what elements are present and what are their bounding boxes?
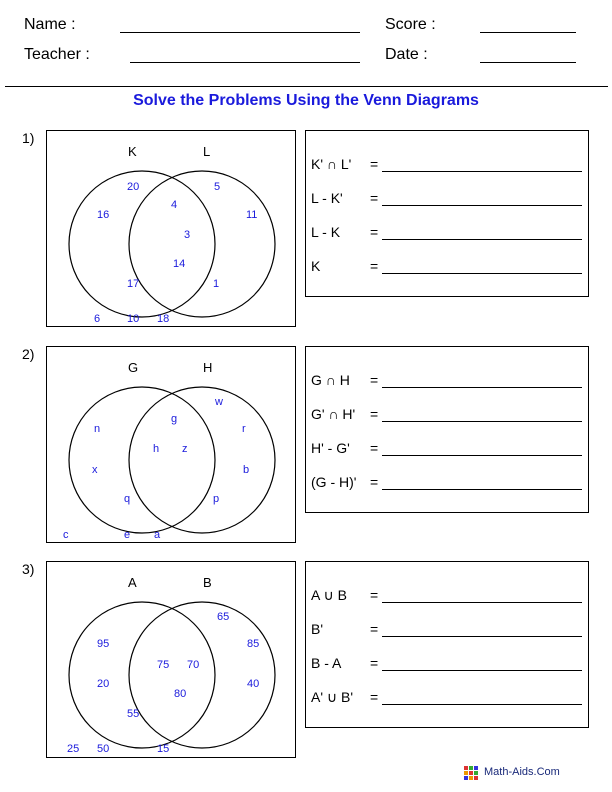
problem-number: 3) (22, 561, 35, 577)
answer-line[interactable] (382, 489, 582, 490)
equals-sign: = (370, 655, 379, 671)
set-expression: A' ∪ B' (311, 689, 354, 705)
answer-box-3 (305, 561, 589, 728)
venn-circles (47, 131, 295, 326)
set-expression: K' ∩ L' (311, 156, 352, 172)
date-label: Date : (385, 46, 428, 63)
equals-sign: = (370, 621, 379, 637)
question-row (306, 190, 588, 210)
set-expression: L - K (311, 224, 341, 240)
set-expression: L - K' (311, 190, 343, 206)
left-set-label: A (128, 575, 137, 590)
set-element-left-only: 20 (97, 678, 110, 690)
set-element-left-only: 17 (127, 278, 140, 290)
venn-diagram-3 (46, 561, 296, 758)
equals-sign: = (370, 440, 379, 456)
name-field-line[interactable] (120, 32, 360, 33)
set-element-outside: c (63, 529, 69, 541)
left-set-label: G (128, 360, 139, 375)
answer-line[interactable] (382, 602, 582, 603)
set-element-left-only: q (124, 493, 131, 505)
set-element-both: 70 (187, 659, 200, 671)
set-element-both: 75 (157, 659, 170, 671)
equals-sign: = (370, 258, 379, 274)
right-set-label: L (203, 144, 211, 159)
set-expression: B' (311, 621, 324, 637)
question-row (306, 655, 588, 675)
question-row (306, 587, 588, 607)
set-element-left-only: x (92, 464, 98, 476)
answer-box-1 (305, 130, 589, 297)
question-row (306, 621, 588, 641)
answer-line[interactable] (382, 455, 582, 456)
set-element-right-only: 5 (214, 181, 221, 193)
set-expression: G' ∩ H' (311, 406, 356, 422)
equals-sign: = (370, 474, 379, 490)
left-set-label: K (128, 144, 137, 159)
worksheet-title: Solve the Problems Using the Venn Diagrams (133, 92, 479, 109)
set-element-both: h (153, 443, 160, 455)
set-element-both: z (182, 443, 188, 455)
set-expression: A ∪ B (311, 587, 347, 603)
set-element-both: 3 (184, 229, 191, 241)
set-expression: (G - H)' (311, 474, 357, 490)
venn-circles (47, 562, 295, 757)
answer-line[interactable] (382, 421, 582, 422)
set-element-outside: 18 (157, 313, 170, 325)
equals-sign: = (370, 224, 379, 240)
set-element-right-only: 85 (247, 638, 260, 650)
answer-line[interactable] (382, 205, 582, 206)
question-row (306, 440, 588, 460)
question-row (306, 156, 588, 176)
teacher-label: Teacher : (24, 46, 90, 63)
set-element-left-only: 95 (97, 638, 110, 650)
set-element-outside: 10 (127, 313, 140, 325)
venn-diagram-2 (46, 346, 296, 543)
question-row (306, 224, 588, 244)
left-set-circle (69, 602, 215, 748)
question-row (306, 689, 588, 709)
header-divider (5, 86, 608, 87)
equals-sign: = (370, 587, 379, 603)
teacher-field-line[interactable] (130, 62, 360, 63)
set-element-both: 14 (173, 258, 186, 270)
equals-sign: = (370, 190, 379, 206)
set-element-right-only: w (215, 396, 223, 408)
right-set-label: H (203, 360, 213, 375)
question-row (306, 372, 588, 392)
score-field-line[interactable] (480, 32, 576, 33)
question-row (306, 406, 588, 426)
right-set-circle (129, 387, 275, 533)
question-row (306, 258, 588, 278)
set-element-right-only: r (242, 423, 246, 435)
set-element-left-only: n (94, 423, 101, 435)
set-element-right-only: b (243, 464, 250, 476)
venn-circles (47, 347, 295, 542)
right-set-circle (129, 602, 275, 748)
set-element-right-only: 40 (247, 678, 260, 690)
set-expression: K (311, 258, 321, 274)
set-element-outside: 15 (157, 743, 170, 755)
set-element-outside: e (124, 529, 131, 541)
answer-box-2 (305, 346, 589, 513)
left-set-circle (69, 387, 215, 533)
answer-line[interactable] (382, 704, 582, 705)
equals-sign: = (370, 372, 379, 388)
answer-line[interactable] (382, 636, 582, 637)
set-element-both: 4 (171, 199, 178, 211)
question-row (306, 474, 588, 494)
answer-line[interactable] (382, 670, 582, 671)
problem-number: 2) (22, 346, 35, 362)
answer-line[interactable] (382, 171, 582, 172)
set-element-right-only: 11 (246, 209, 258, 221)
answer-line[interactable] (382, 239, 582, 240)
right-set-circle (129, 171, 275, 317)
date-field-line[interactable] (480, 62, 576, 63)
equals-sign: = (370, 156, 379, 172)
set-expression: B - A (311, 655, 342, 671)
set-element-outside: a (154, 529, 161, 541)
answer-line[interactable] (382, 273, 582, 274)
set-element-both: 80 (174, 688, 187, 700)
set-element-right-only: p (213, 493, 220, 505)
answer-line[interactable] (382, 387, 582, 388)
grid-logo-icon (464, 766, 478, 780)
set-element-both: g (171, 413, 178, 425)
score-label: Score : (385, 16, 436, 33)
equals-sign: = (370, 406, 379, 422)
left-set-circle (69, 171, 215, 317)
set-element-right-only: 65 (217, 611, 230, 623)
set-element-left-only: 16 (97, 209, 110, 221)
footer-brand-block (464, 765, 584, 781)
set-expression: H' - G' (311, 440, 350, 456)
footer-brand: Math-Aids.Com (484, 766, 560, 778)
set-expression: G ∩ H (311, 372, 350, 388)
equals-sign: = (370, 689, 379, 705)
set-element-right-only: 1 (213, 278, 220, 290)
set-element-outside: 25 (67, 743, 80, 755)
name-label: Name : (24, 16, 76, 33)
venn-diagram-1 (46, 130, 296, 327)
right-set-label: B (203, 575, 212, 590)
set-element-outside: 6 (94, 313, 101, 325)
set-element-left-only: 55 (127, 708, 140, 720)
set-element-outside: 50 (97, 743, 110, 755)
set-element-left-only: 20 (127, 181, 140, 193)
problem-number: 1) (22, 130, 35, 146)
